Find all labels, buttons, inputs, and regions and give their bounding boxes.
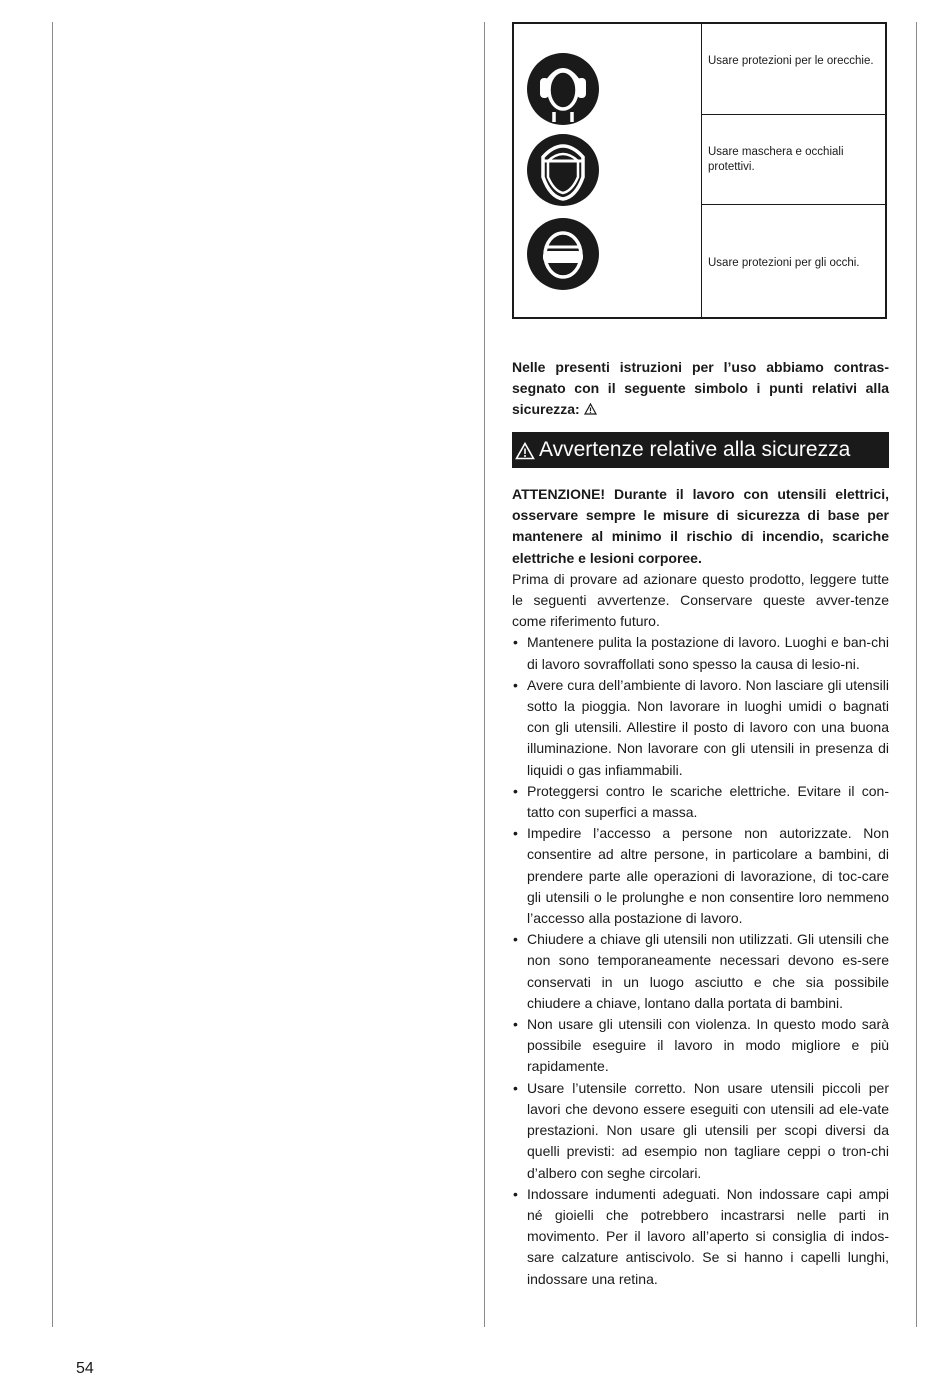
page-number: 54 xyxy=(76,1360,94,1377)
ppe-row-text: Usare protezioni per gli occhi. xyxy=(708,257,860,269)
list-item: • Proteggersi contro le scariche elettriche. Evitare il con-tatto con superfici a massa. xyxy=(512,781,889,823)
column-rule-left xyxy=(52,22,53,1327)
list-item: • Indossare indumenti adeguati. Non indossare capi ampi né gioielli che potrebbero incastrarsi nelle parti in movimento. Per il lavoro all’aperto si consiglia di indos-sare calzature antiscivolo. Se si hanno i capelli lunghi, indossare una retina. xyxy=(512,1184,889,1290)
symbol-intro-paragraph xyxy=(512,357,889,420)
symbol-intro-text: Nelle presenti istruzioni per l’uso abbiamo contras-segnato con il seguente simbolo i punti relativi alla sicurezza: xyxy=(512,359,889,417)
list-item: • Chiudere a chiave gli utensili non utilizzati. Gli utensili che non sono temporaneamente necessari devono es-sere conservati in un luogo asciutto e che sia possibile chiudere a chiave, lontano dalla portata di bambini. xyxy=(512,929,889,1014)
list-item: • Usare l’utensile corretto. Non usare utensili piccoli per lavori che devono essere eseguiti con utensili ad ele-vate prestazioni. Non usare gli utensili per scopi diversi da quelli previsti: ad esempio non tagliare ceppi o tron-chi d’albero con seghe circolari. xyxy=(512,1078,889,1184)
read-warnings-paragraph: Prima di provare ad azionare questo prodotto, leggere tutte le seguenti avvertenze. Conservare queste avver-tenze come riferimento futuro. xyxy=(512,570,889,630)
ppe-row-eye xyxy=(702,204,885,317)
warning-triangle-icon xyxy=(584,403,597,415)
ppe-row-text: Usare maschera e occhiali protettivi. xyxy=(708,146,844,173)
ppe-row-face xyxy=(702,114,885,204)
face-mask-goggles-icon xyxy=(526,133,600,207)
list-item: • Mantenere pulita la postazione di lavoro. Luoghi e ban-chi di lavoro sovraffollati sono spesso la causa di lesio-ni. xyxy=(512,632,889,674)
column-rule-middle xyxy=(484,22,485,1327)
ppe-row-text: Usare protezioni per le orecchie. xyxy=(708,55,874,67)
section-heading-bar xyxy=(512,432,889,468)
attention-warning: ATTENZIONE! Durante il lavoro con utensili elettrici, osservare sempre le misure di sicurezza di base per mantenere al minimo il rischio di incendio, scariche elettriche e lesioni corporee. xyxy=(512,486,889,566)
ppe-symbol-table xyxy=(512,22,887,319)
eye-protection-icon xyxy=(526,217,600,291)
ppe-row-ear xyxy=(702,24,885,114)
safety-bullet-list xyxy=(512,632,889,1289)
list-item: • Avere cura dell’ambiente di lavoro. Non lasciare gli utensili sotto la pioggia. Non lavorare in luoghi umidi o bagnati con gli utensili. Allestire il posto di lavoro con una buona illuminazione. Non lavorare con gli utensili in presenza di liquidi o gas infiammabili. xyxy=(512,675,889,781)
ppe-icon-column xyxy=(514,24,702,317)
ppe-text-column xyxy=(702,24,885,317)
section-heading: Avvertenze relative alla sicurezza xyxy=(539,438,851,461)
safety-warnings-body xyxy=(512,484,889,1290)
ear-protection-icon xyxy=(526,52,600,126)
warning-triangle-icon xyxy=(515,442,535,460)
list-item: • Impedire l’accesso a persone non autorizzate. Non consentire ad altre persone, in particolare a bambini, di prendere parte alle operazioni di lavorazione, di toc-care gli utensili o le prolunghe e non consentire loro nemmeno l’accesso alla postazione di lavoro. xyxy=(512,823,889,929)
list-item: • Non usare gli utensili con violenza. In questo modo sarà possibile eseguire il lavoro in modo migliore e più rapidamente. xyxy=(512,1014,889,1078)
column-rule-right xyxy=(916,22,917,1327)
